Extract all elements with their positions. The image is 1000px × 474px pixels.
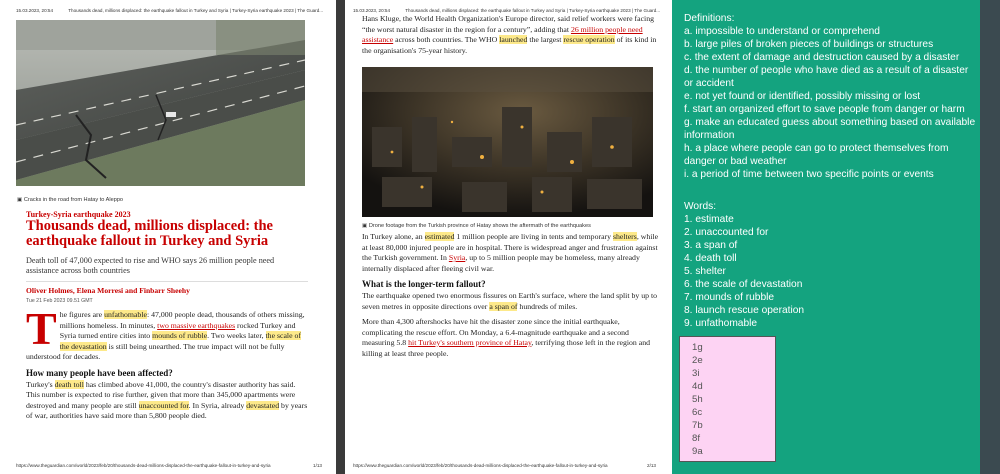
- highlight-scale-of-devastation: the scale of the devastation: [59, 331, 302, 351]
- definition-item: e. not yet found or identified, possibly missing or lost: [684, 91, 921, 102]
- definition-item: i. a period of time between two specific points or events: [684, 169, 934, 180]
- word-item: 8. launch rescue operation: [684, 305, 805, 316]
- camera-icon: ▣: [17, 197, 23, 203]
- section-heading: How many people have been affected?: [26, 367, 173, 378]
- definition-item: f. start an organized effort to save people from danger or harm: [684, 104, 965, 115]
- word-item: 5. shelter: [684, 266, 726, 277]
- definitions-title: Definitions:: [684, 13, 735, 24]
- article-headline: Thousands dead, millions displaced: the earthquake fallout in Turkey and Syria: [26, 218, 273, 249]
- article-dateline: Tue 21 Feb 2023 09.51 GMT: [26, 298, 93, 304]
- highlight-a-span-of: a span of: [489, 301, 518, 311]
- page-footer: [353, 463, 656, 468]
- road-cracks-photo: [16, 20, 305, 186]
- pdf-page-1: [0, 0, 336, 474]
- definitions-list: [684, 12, 980, 181]
- link-syria[interactable]: Syria: [448, 253, 466, 262]
- article-byline[interactable]: Oliver Holmes, Elena Morresi and Finbarr Sheehy: [26, 286, 190, 295]
- header-date: 15.03.2023, 20:54: [16, 8, 54, 13]
- paragraph: The earthquake opened two enormous fissures on Earth's surface, where the land split by up to seven metres in opposite directions over a span of hundreds of miles.: [362, 291, 658, 311]
- highlight-rescue-operation: rescue operation: [563, 35, 615, 44]
- drone-photo-illustration: [362, 67, 653, 217]
- definition-item: g. make an educated guess about something based on available information: [684, 117, 976, 141]
- photo-caption: ▣ Cracks in the road from Hatay to Aleppo: [17, 197, 124, 203]
- highlight-launched: launched: [499, 35, 528, 44]
- word-item: 1. estimate: [684, 214, 734, 225]
- page-gap: [336, 0, 345, 474]
- section-heading: What is the longer-term fallout?: [362, 279, 486, 289]
- definition-item: c. the extent of damage and destruction caused by a disaster: [684, 52, 960, 63]
- highlight-death-toll: death toll: [54, 379, 84, 389]
- article-body-page2-top: [362, 14, 662, 61]
- link-two-massive-earthquakes[interactable]: two massive earthquakes: [157, 320, 236, 330]
- answer-item: 3i: [692, 368, 700, 379]
- word-item: 3. a span of: [684, 240, 738, 251]
- article-body-page1: [26, 303, 308, 427]
- page-header: [353, 8, 662, 13]
- word-item: 6. the scale of devastation: [684, 279, 803, 290]
- footer-url[interactable]: https://www.theguardian.com/world/2023/feb/20/thousands-dead-millions-displaced-the-earthquake-fallout-in-turkey-and-syria: [16, 463, 271, 468]
- answer-item: 5h: [692, 394, 703, 405]
- article-kicker[interactable]: Turkey-Syria earthquake 2023: [26, 210, 131, 219]
- page-header: [16, 8, 326, 13]
- answer-item: 2e: [692, 355, 703, 366]
- highlight-mounds-of-rubble: mounds of rubble: [152, 331, 208, 340]
- divider: [26, 281, 308, 282]
- answer-item: 4d: [692, 381, 703, 392]
- paragraph: Turkey's death toll has climbed above 41,000, the country's disaster authority has said. This number is expected to rise further, given that more than 345,000 apartments were destroyed and many people are still unaccounted for. In Syria, already devastated by years of war, authorities have said more than 5,800 people died.: [26, 379, 308, 420]
- highlight-unaccounted-for: unaccounted for: [138, 400, 189, 410]
- highlight-estimated: estimated: [424, 232, 455, 241]
- highlight-unfathomable: unfathomable: [104, 310, 147, 319]
- definition-item: b. large piles of broken pieces of buildings or structures: [684, 39, 934, 50]
- answer-item: 1g: [692, 342, 703, 353]
- definition-item: d. the number of people who have died as a result of a disaster or accident: [684, 65, 969, 89]
- paragraph: In Turkey alone, an estimated 1 million people are living in tents and temporary shelters, while at least 80,000 injured people are in hospital. There is widespread anger and frustration against the Turkish government. In Syria, up to 5 million people may be homeless, many already internally displaced after fleeing civil war.: [362, 232, 659, 273]
- answer-item: 9a: [692, 446, 703, 457]
- answer-item: 8f: [692, 433, 701, 444]
- word-item: 4. death toll: [684, 253, 737, 264]
- page-footer: [16, 463, 322, 468]
- words-title: Words:: [684, 201, 717, 212]
- header-date: 15.03.2023, 20:54: [353, 8, 391, 13]
- paragraph: The figures are unfathomable: 47,000 people dead, thousands of others missing, millions homeless. In minutes, two massive earthquakes rocked Turkey and Syria turned entire cities into mounds of rubble. Two weeks later, the scale of the devastation is still being unearthed. The true impact will not be fully understood for decades.: [26, 303, 305, 361]
- camera-icon: ▣: [362, 223, 368, 229]
- header-title: Thousands dead, millions displaced: the earthquake fallout in Turkey and Syria | Turkey-Syria earthquake 2023 | The Guard...: [405, 8, 661, 13]
- paragraph: More than 4,300 aftershocks have hit the disaster zone since the initial earthquake, complicating the rescue effort. On Monday, a 6.4-magnitude earthquake and a second measuring 5.8 hit Turkey's southern province of Hatay, terrifying those left in the region and killing at least three people.: [362, 317, 651, 358]
- word-item: 9. unfathomable: [684, 318, 758, 329]
- header-title: Thousands dead, millions displaced: the earthquake fallout in Turkey and Syria | Turkey-Syria earthquake 2023 | The Guard...: [68, 8, 324, 13]
- drop-cap: T: [26, 303, 57, 354]
- panel-edge: [980, 0, 1000, 474]
- words-list: [684, 200, 980, 330]
- page-number: 2/13: [647, 463, 656, 468]
- answer-item: 7b: [692, 420, 703, 431]
- highlight-shelters: shelters: [612, 232, 637, 241]
- drone-hatay-photo: [362, 67, 653, 217]
- link-hit-hatay[interactable]: hit Turkey's southern province of Hatay: [408, 338, 532, 347]
- photo-caption: ▣ Drone footage from the Turkish province of Hatay shows the aftermath of the earthquakes: [362, 223, 591, 229]
- definition-item: h. a place where people can go to protect themselves from danger or bad weather: [684, 143, 949, 167]
- highlight-devastated: devastated: [246, 400, 280, 410]
- article-standfirst: Death toll of 47,000 expected to rise and WHO says 26 million people need assistance across both countries: [26, 256, 275, 275]
- word-item: 2. unaccounted for: [684, 227, 769, 238]
- definition-item: a. impossible to understand or comprehend: [684, 26, 880, 37]
- paragraph: Hans Kluge, the World Health Organization's Europe director, said relief workers were facing “the worst natural disaster in the region for a century”, adding that 26 million people need assistance across both countries. The WHO launched the largest rescue operation of its kind in the organisation's 75-year history.: [362, 14, 657, 55]
- footer-url[interactable]: https://www.theguardian.com/world/2023/feb/20/thousands-dead-millions-displaced-the-earthquake-fallout-in-turkey-and-syria: [353, 463, 608, 468]
- link-26-million[interactable]: 26 million people need assistance: [362, 24, 643, 44]
- pdf-page-2: [345, 0, 672, 474]
- road-photo-illustration: [16, 20, 305, 186]
- page-number: 1/13: [313, 463, 322, 468]
- word-item: 7. mounds of rubble: [684, 292, 775, 303]
- answer-box[interactable]: [679, 336, 776, 462]
- answer-item: 6c: [692, 407, 703, 418]
- article-body-page2: [362, 232, 662, 364]
